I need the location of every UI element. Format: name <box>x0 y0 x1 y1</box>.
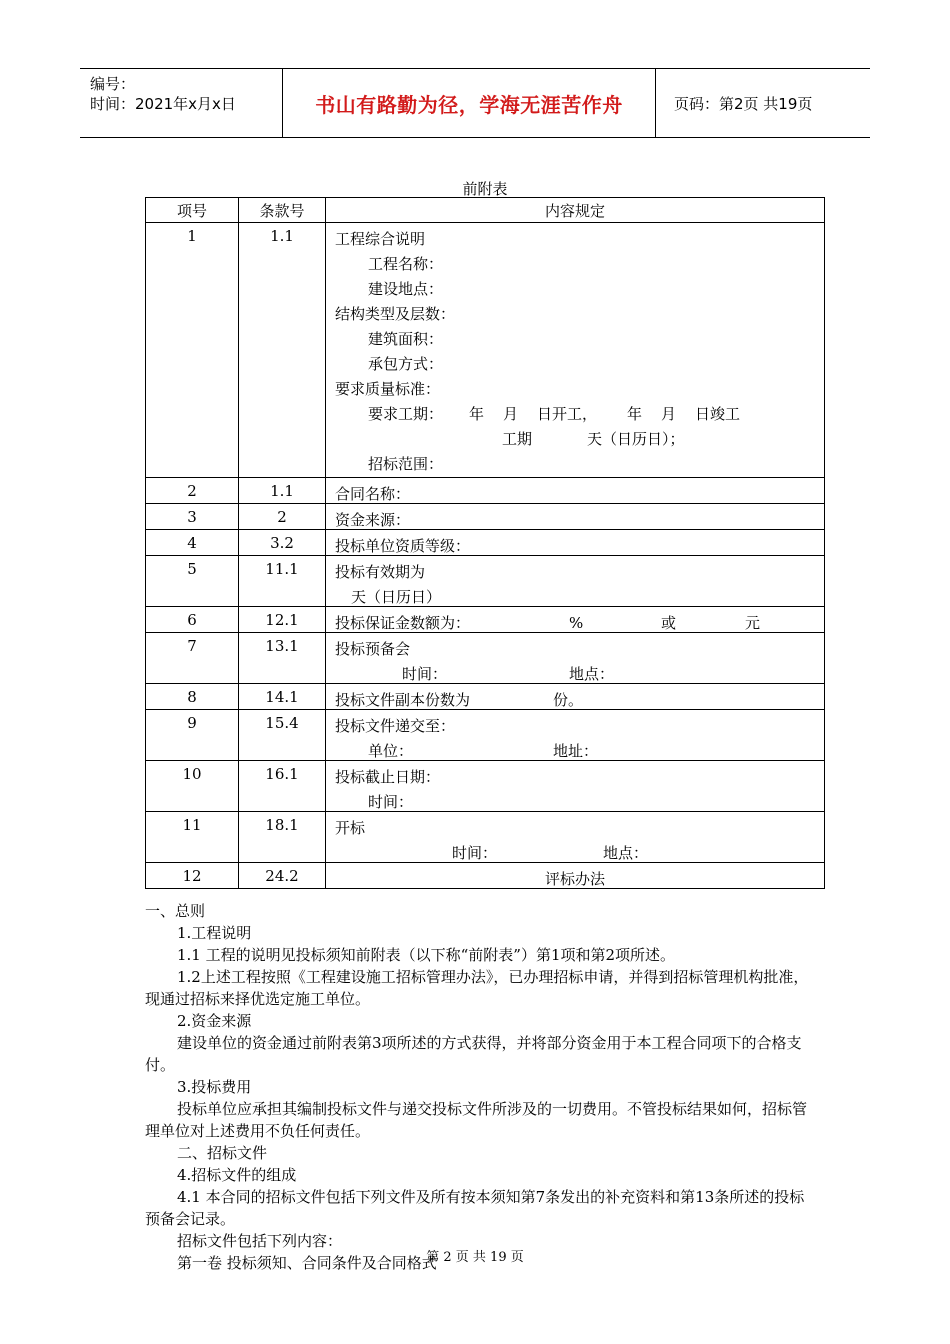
period-part: 年 <box>627 405 643 423</box>
row-content <box>326 504 825 530</box>
table-row <box>146 684 825 710</box>
content-line: 评标办法 <box>544 870 605 888</box>
row-content <box>326 863 825 889</box>
row-no: 9 <box>146 710 239 761</box>
opening-place: 地点： <box>603 844 649 862</box>
row-no: 7 <box>146 633 239 684</box>
row-clause: 2 <box>239 504 326 530</box>
period-part: 日开工， <box>537 405 598 423</box>
row-content <box>326 530 825 556</box>
submit-unit: 单位： <box>368 742 414 760</box>
content-line: 开标 <box>335 819 366 837</box>
row-no: 10 <box>146 761 239 812</box>
table-row <box>146 223 825 478</box>
row-no: 4 <box>146 530 239 556</box>
content-line: 建设地点： <box>368 280 444 298</box>
table-row <box>146 504 825 530</box>
content-line: 要求质量标准： <box>335 380 441 398</box>
col-header-clause: 条款号 <box>239 198 326 223</box>
row-no: 11 <box>146 812 239 863</box>
content-line: 天（日历日） <box>351 588 442 606</box>
content-line <box>335 402 824 427</box>
row-clause: 1.1 <box>239 223 326 478</box>
duration-label: 工期 <box>502 430 533 448</box>
page-header <box>80 68 870 138</box>
row-no: 1 <box>146 223 239 478</box>
content-line: 投标文件递交至： <box>335 717 456 735</box>
section-heading: 二、招标文件 <box>177 1144 268 1162</box>
body-text <box>145 900 815 1274</box>
time-label: 时间：2021年x月x日 <box>90 95 236 113</box>
table-row <box>146 478 825 504</box>
row-clause: 11.1 <box>239 556 326 607</box>
section-heading: 一、总则 <box>145 902 206 920</box>
opening-time: 时间： <box>452 844 498 862</box>
content-line: 结构类型及层数： <box>335 305 456 323</box>
appendix-table <box>145 197 825 889</box>
copies-label: 投标文件副本份数为 <box>335 691 471 709</box>
row-no: 12 <box>146 863 239 889</box>
row-content <box>326 607 825 633</box>
col-header-no: 项号 <box>146 198 239 223</box>
row-content <box>326 761 825 812</box>
paragraph: 1.1 工程的说明见投标须知前附表（以下称“前附表”）第1项和第2项所述。 <box>177 946 676 964</box>
row-content <box>326 478 825 504</box>
row-content <box>326 710 825 761</box>
content-line: 时间： <box>368 793 414 811</box>
table-row <box>146 761 825 812</box>
deposit-or: 或 <box>661 614 677 632</box>
submit-address: 地址： <box>553 742 599 760</box>
header-meta <box>80 69 282 137</box>
table-row <box>146 530 825 556</box>
row-clause: 16.1 <box>239 761 326 812</box>
content-line <box>335 611 824 632</box>
content-line: 工程综合说明 <box>335 230 426 248</box>
row-clause: 12.1 <box>239 607 326 633</box>
row-clause: 13.1 <box>239 633 326 684</box>
period-part: 年 <box>469 405 485 423</box>
content-line: 投标单位资质等级： <box>335 537 471 555</box>
deposit-yuan: 元 <box>745 614 761 632</box>
row-content <box>326 684 825 710</box>
content-line: 建筑面积： <box>368 330 444 348</box>
table-row <box>146 556 825 607</box>
content-line: 投标预备会 <box>335 640 411 658</box>
row-no: 6 <box>146 607 239 633</box>
page-footer: 第 2 页 共 19 页 <box>426 1250 524 1265</box>
table-row <box>146 812 825 863</box>
content-line: 投标有效期为 <box>335 563 426 581</box>
paragraph: 投标单位应承担其编制投标文件与递交投标文件所涉及的一切费用。不管投标结果如何，招标管理单位对上述费用不负任何责任。 <box>145 1100 808 1140</box>
content-line <box>335 662 824 683</box>
header-motto: 书山有路勤为径，学海无涯苦作舟 <box>282 69 656 137</box>
table-title: 前附表 <box>462 180 508 198</box>
paragraph: 建设单位的资金通过前附表第3项所述的方式获得，并将部分资金用于本工程合同项下的合格支付。 <box>145 1034 802 1074</box>
content-line <box>335 739 824 760</box>
content-line: 合同名称： <box>335 485 411 503</box>
table-row <box>146 607 825 633</box>
deposit-percent: % <box>569 614 584 632</box>
row-no: 2 <box>146 478 239 504</box>
content-line <box>335 688 824 709</box>
content-line: 承包方式： <box>368 355 444 373</box>
paragraph: 1.2上述工程按照《工程建设施工招标管理办法》，已办理招标申请，并得到招标管理机构批准，现通过招标来择优选定施工单位。 <box>145 968 809 1008</box>
row-clause: 15.4 <box>239 710 326 761</box>
duration-days: 天（日历日）； <box>587 430 685 448</box>
table-header-row <box>146 198 825 223</box>
content-line <box>335 427 824 452</box>
period-part: 月 <box>661 405 677 423</box>
row-clause: 3.2 <box>239 530 326 556</box>
content-line: 资金来源： <box>335 511 411 529</box>
serial-label: 编号： <box>90 75 136 93</box>
period-label: 要求工期： <box>368 405 444 423</box>
row-clause: 14.1 <box>239 684 326 710</box>
paragraph: 4.1 本合同的招标文件包括下列文件及所有按本须知第7条发出的补充资料和第13条所述的投标预备会记录。 <box>145 1188 805 1228</box>
row-no: 8 <box>146 684 239 710</box>
content-line <box>335 841 824 862</box>
table-row <box>146 633 825 684</box>
row-content <box>326 556 825 607</box>
col-header-content: 内容规定 <box>326 198 825 223</box>
table-row <box>146 863 825 889</box>
meeting-time: 时间： <box>402 665 448 683</box>
meeting-place: 地点： <box>569 665 615 683</box>
row-clause: 18.1 <box>239 812 326 863</box>
row-no: 3 <box>146 504 239 530</box>
subsection-heading: 2.资金来源 <box>177 1012 252 1030</box>
period-part: 月 <box>503 405 519 423</box>
table-row <box>146 710 825 761</box>
paragraph: 招标文件包括下列内容： <box>177 1232 343 1250</box>
row-clause: 24.2 <box>239 863 326 889</box>
subsection-heading: 1.工程说明 <box>177 924 252 942</box>
row-content <box>326 633 825 684</box>
period-part: 日竣工 <box>695 405 741 423</box>
content-line: 招标范围： <box>368 455 444 473</box>
row-no: 5 <box>146 556 239 607</box>
row-clause: 1.1 <box>239 478 326 504</box>
row-content <box>326 812 825 863</box>
subsection-heading: 4.招标文件的组成 <box>177 1166 297 1184</box>
subsection-heading: 3.投标费用 <box>177 1078 252 1096</box>
page-label: 页码：第2页 共19页 <box>674 94 813 113</box>
header-page-label <box>664 69 870 137</box>
content-line: 工程名称： <box>368 255 444 273</box>
deposit-label: 投标保证金数额为： <box>335 614 471 632</box>
copies-unit: 份。 <box>553 691 584 709</box>
paragraph: 第一卷 投标须知、合同条件及合同格式 <box>177 1254 437 1272</box>
row-content <box>326 223 825 478</box>
content-line: 投标截止日期： <box>335 768 441 786</box>
